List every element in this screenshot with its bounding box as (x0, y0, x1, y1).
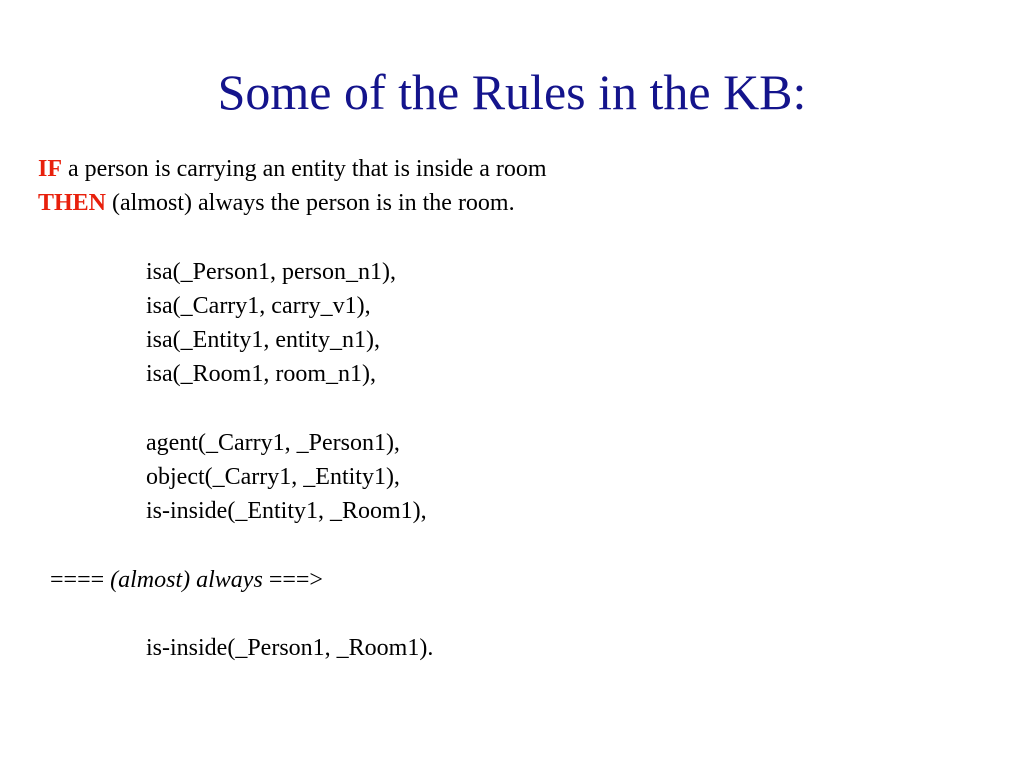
code-line: isa(_Person1, person_n1), (146, 259, 396, 285)
rule-if-line (38, 154, 547, 184)
implication-arrow-line (50, 565, 323, 595)
code-line: is-inside(_Entity1, _Room1), (146, 498, 427, 524)
code-line: agent(_Carry1, _Person1), (146, 430, 400, 456)
rule-then-line (38, 188, 515, 218)
if-condition-text: a person is carrying an entity that is inside a room (62, 156, 547, 182)
conclusion-line: is-inside(_Person1, _Room1). (146, 635, 434, 661)
code-line: object(_Carry1, _Entity1), (146, 464, 400, 490)
implication-suffix: ===> (262, 567, 323, 593)
then-consequence-text: (almost) always the person is in the room. (106, 190, 515, 216)
slide-title: Some of the Rules in the KB: (217, 64, 807, 120)
code-line: isa(_Carry1, carry_v1), (146, 293, 371, 319)
implication-prefix: ==== (50, 567, 111, 593)
code-line: isa(_Room1, room_n1), (146, 361, 376, 387)
then-keyword: THEN (38, 190, 107, 216)
code-line: isa(_Entity1, entity_n1), (146, 327, 380, 353)
implication-qualifier: (almost) always (110, 567, 263, 593)
if-keyword: IF (38, 156, 62, 182)
